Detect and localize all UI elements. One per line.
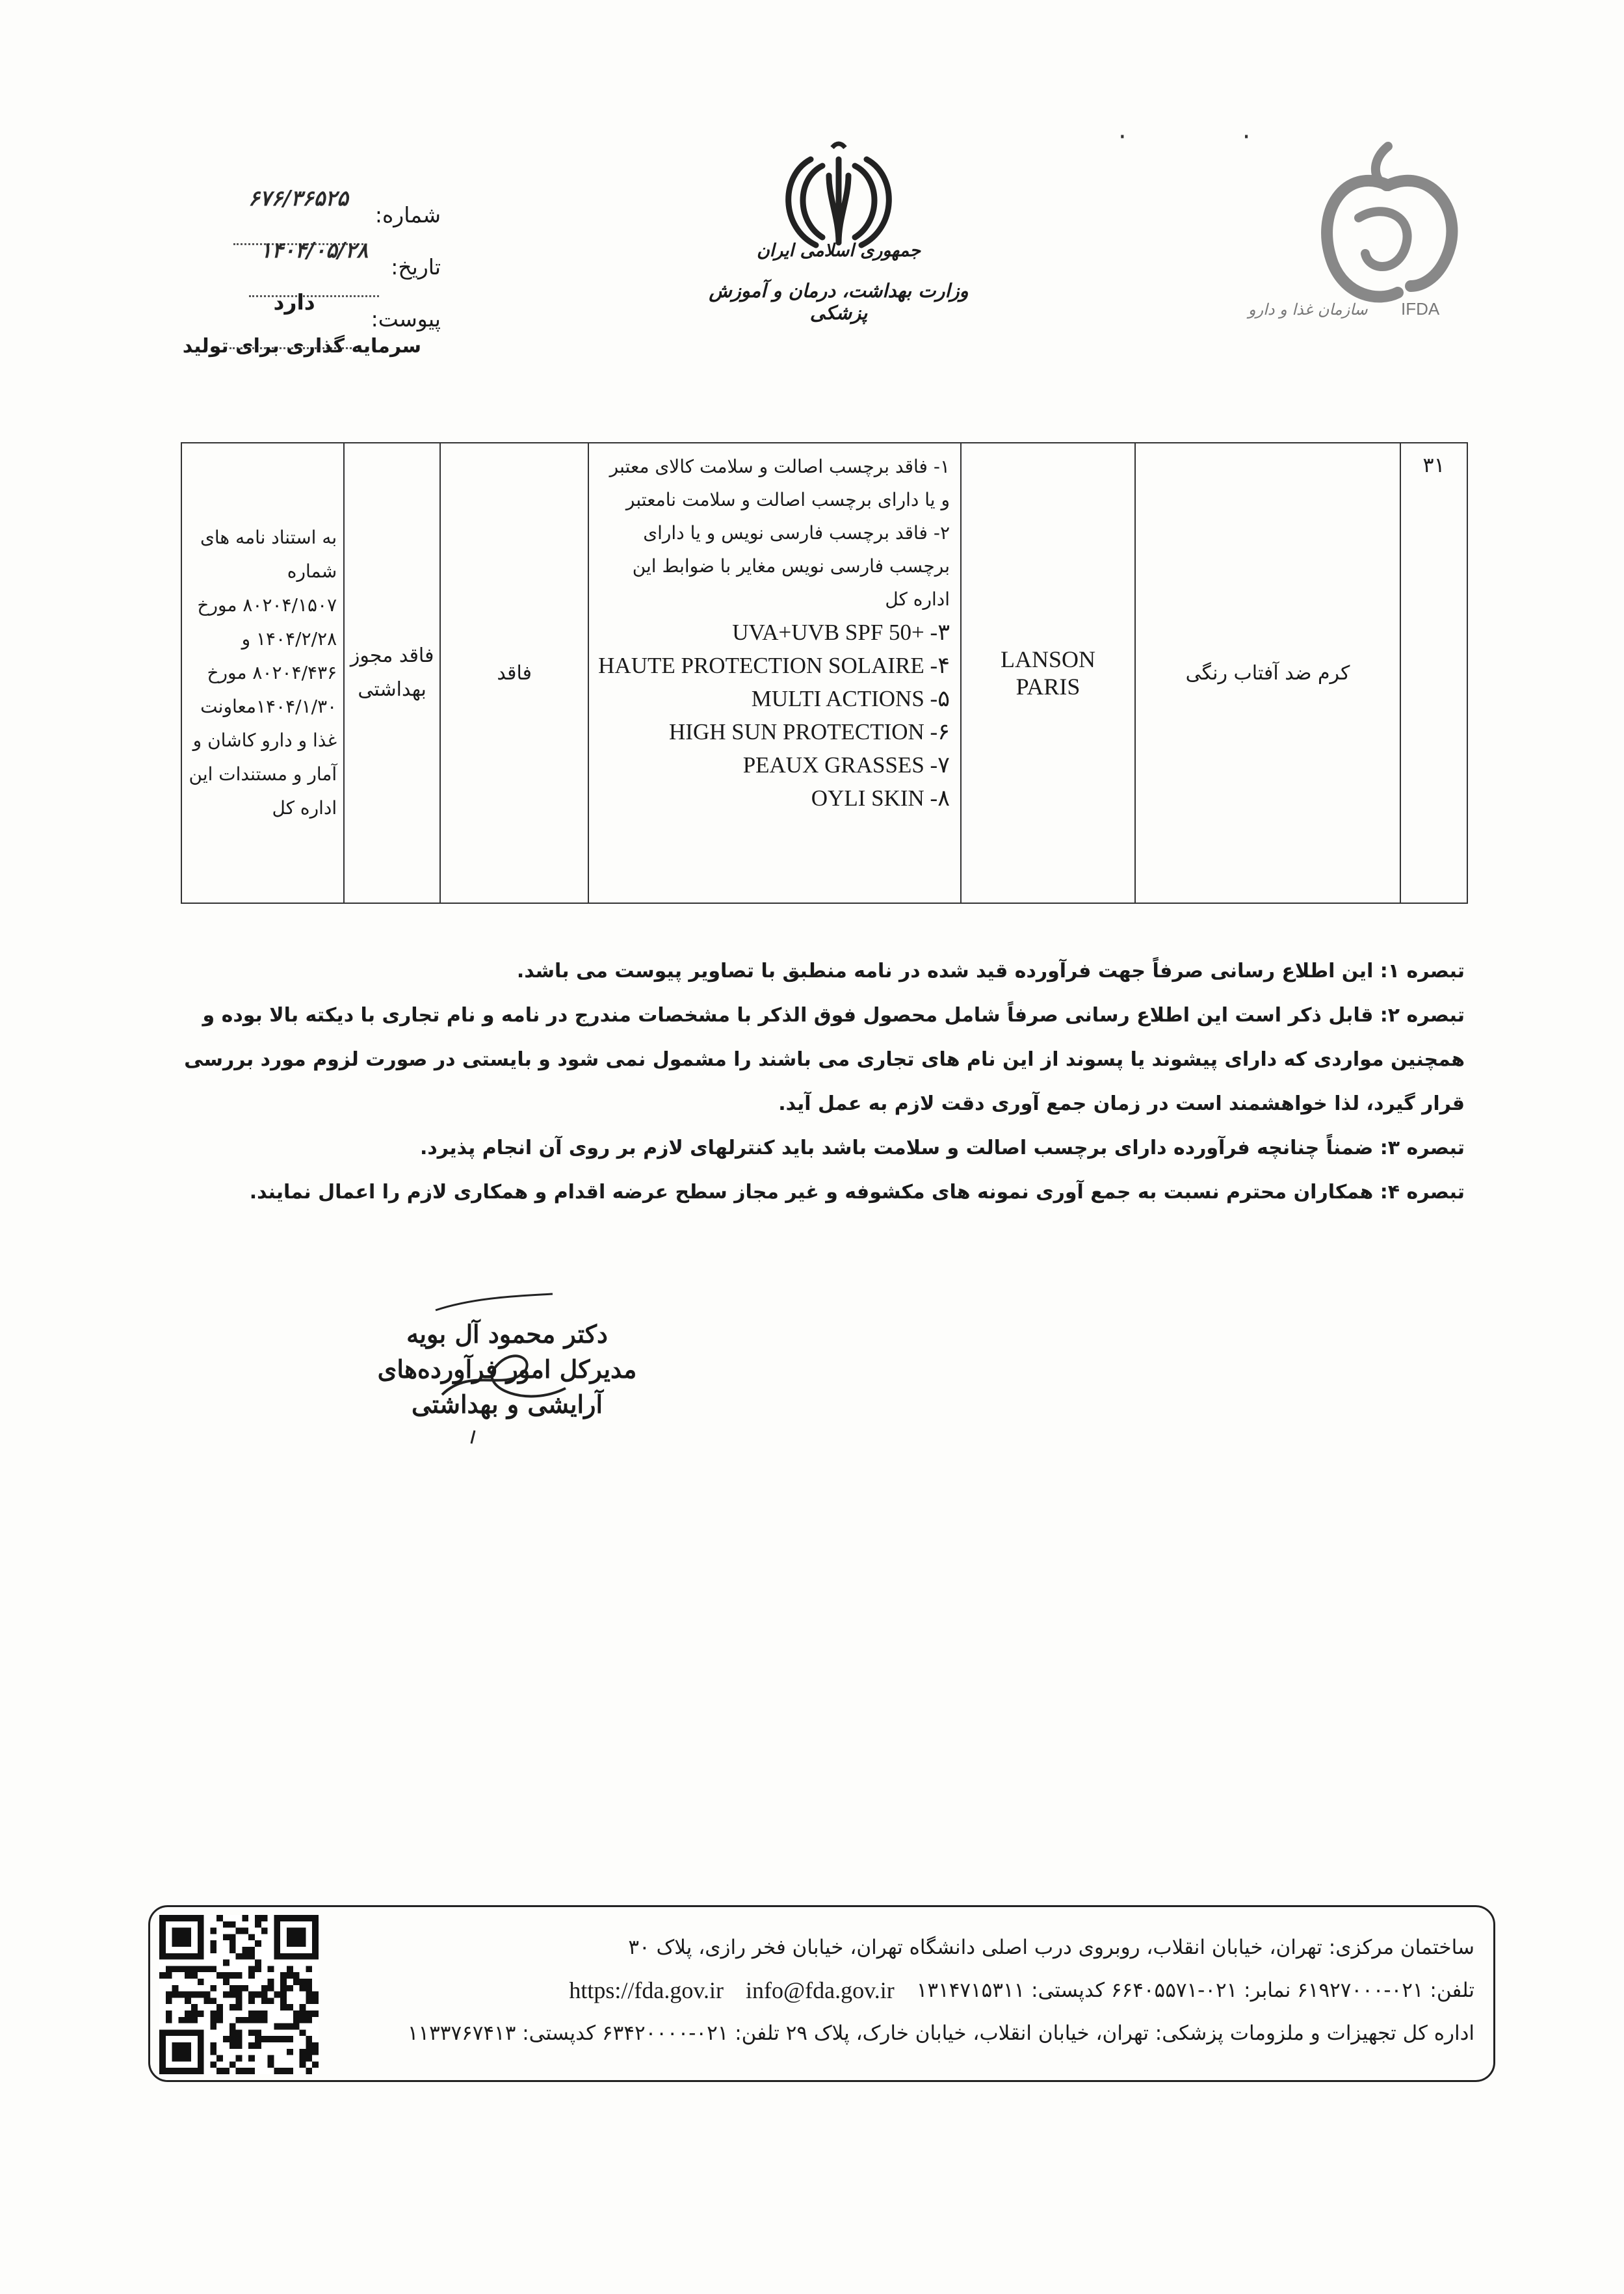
letter-meta — [129, 185, 441, 349]
issue-item: MULTI ACTIONS -۵ — [751, 686, 950, 711]
footer-email[interactable]: info@fda.gov.ir — [746, 1977, 895, 2003]
letter-number-label: شماره: — [374, 202, 441, 228]
ministry-name: وزارت بهداشت، درمان و آموزش پزشکی — [709, 280, 969, 324]
ifda-wordmark: IFDA — [1401, 299, 1440, 319]
footer-phone: تلفن: ۰۲۱-۶۱۹۲۷۰۰۰ نمابر: ۰۲۱-۶۶۴۰۵۵۷۱ کدپستی: ۱۳۱۴۷۱۵۳۱۱ — [916, 1979, 1474, 2002]
recall-table — [181, 442, 1468, 904]
note-4: تبصره ۴: همکاران محترم نسبت به جمع آوری نمونه های مکشوفه و غیر مجاز سطح عرضه اقدام و همکاری لازم را اعمال نمایند. — [249, 1181, 1465, 1204]
note-3: تبصره ۳: ضمناً چنانچه فرآورده دارای برچسب اصالت و سلامت باشد باید کنترلهای لازم بر روی آن انجام پذیرد. — [419, 1137, 1465, 1159]
footer-contact — [356, 1926, 1474, 2055]
scan-marks: · · — [1118, 122, 1251, 152]
issue-item: UVA+UVB SPF 50+ -۳ — [732, 620, 950, 645]
status-cell: فاقد — [440, 443, 588, 903]
signature-block — [364, 1317, 650, 1422]
letter-date-row — [129, 237, 441, 297]
ifda-name-fa: سازمان غذا و دارو — [1248, 300, 1368, 319]
letter-attachment-label: پیوست: — [371, 306, 441, 332]
letter-date-label: تاریخ: — [391, 254, 441, 280]
license-cell: فاقد مجوز بهداشتی — [344, 443, 440, 903]
slogan: سرمایه گذاری برای تولید — [182, 335, 421, 358]
issue-item: ۱- فاقد برچسب اصالت و سلامت کالای معتبر و یا دارای برچسب اصالت و سلامت نامعتبر — [609, 456, 950, 510]
row-number: ۳۱ — [1400, 443, 1467, 903]
letter-attachment-value: دارد — [229, 289, 360, 349]
letter-date-value: ۱۴۰۴/۰۵/۲۸ — [249, 237, 379, 297]
issue-item: PEAUX GRASSES -۷ — [742, 752, 950, 778]
gov-name: جمهوری اسلامی ایران — [756, 241, 921, 261]
product-name-cell: کرم ضد آفتاب رنگی — [1135, 443, 1400, 903]
footer-contact-line — [356, 1969, 1474, 2012]
issue-item: ۲- فاقد برچسب فارسی نویس و یا دارای برچسب فارسی نویس مغایر با ضوابط این اداره کل — [632, 522, 950, 610]
iran-emblem-icon — [777, 140, 900, 250]
qr-code-icon — [159, 1915, 319, 2074]
issues-cell — [588, 443, 961, 903]
note-2: تبصره ۲: قابل ذکر است این اطلاع رسانی صرفاً شامل محصول فوق الذکر با مشخصات مندرج در نامه و نام تجاری با دیکته بالا بوده و همچنین مواردی که دارای پیشوند یا پسوند از این نام های تجاری می باشند را مشمول نمی شود و بایستی در صورت لزوم مورد بررسی قرار گیرد، لذا خواهشمند است در زمان جمع آوری دقت لازم به عمل آید. — [184, 1004, 1465, 1115]
issue-item: HIGH SUN PROTECTION -۶ — [669, 719, 950, 745]
letter-number-value: ۶۷۶/۳۶۵۲۵ — [233, 185, 363, 245]
brand-cell: LANSON PARIS — [961, 443, 1135, 903]
letter-number-row — [129, 185, 441, 245]
ifda-logo-icon — [1307, 140, 1469, 322]
footer-address: ساختمان مرکزی: تهران، خیابان انقلاب، روبروی درب اصلی دانشگاه تهران، خیابان فخر رازی، پلاک ۳۰ — [628, 1936, 1474, 1959]
notes-section — [164, 949, 1465, 1215]
signatory-name: دکتر محمود آل بویه — [406, 1319, 608, 1349]
footer-branch: اداره کل تجهیزات و ملزومات پزشکی: تهران، خیابان انقلاب، خیابان خارک، پلاک ۲۹ تلفن: ۰۲۱-۶۳۴۲۰۰۰۰ کدپستی: ۱۱۳۳۷۶۷۴۱۳ — [407, 2022, 1474, 2045]
table-row — [181, 443, 1467, 903]
signatory-title: مدیرکل امور فرآورده‌های — [377, 1354, 637, 1384]
issue-item: OYLI SKIN -۸ — [811, 785, 950, 811]
basis-cell: به استناد نامه های شماره ۸۰۲۰۴/۱۵۰۷ مورخ ۱۴۰۴/۲/۲۸ و ۸۰۲۰۴/۴۳۶ مورخ ۱۴۰۴/۱/۳۰معاونت غذا و دارو کاشان و آمار و مستندات این اداره کل — [181, 443, 344, 903]
signatory-department: آرایشی و بهداشتی — [412, 1390, 603, 1419]
note-1: تبصره ۱: این اطلاع رسانی صرفاً جهت فرآورده قید شده در نامه منطبق با تصاویر پیوست می باشد. — [516, 960, 1465, 982]
footer-website[interactable]: https://fda.gov.ir — [569, 1977, 724, 2003]
issue-item: HAUTE PROTECTION SOLAIRE -۴ — [598, 653, 950, 678]
